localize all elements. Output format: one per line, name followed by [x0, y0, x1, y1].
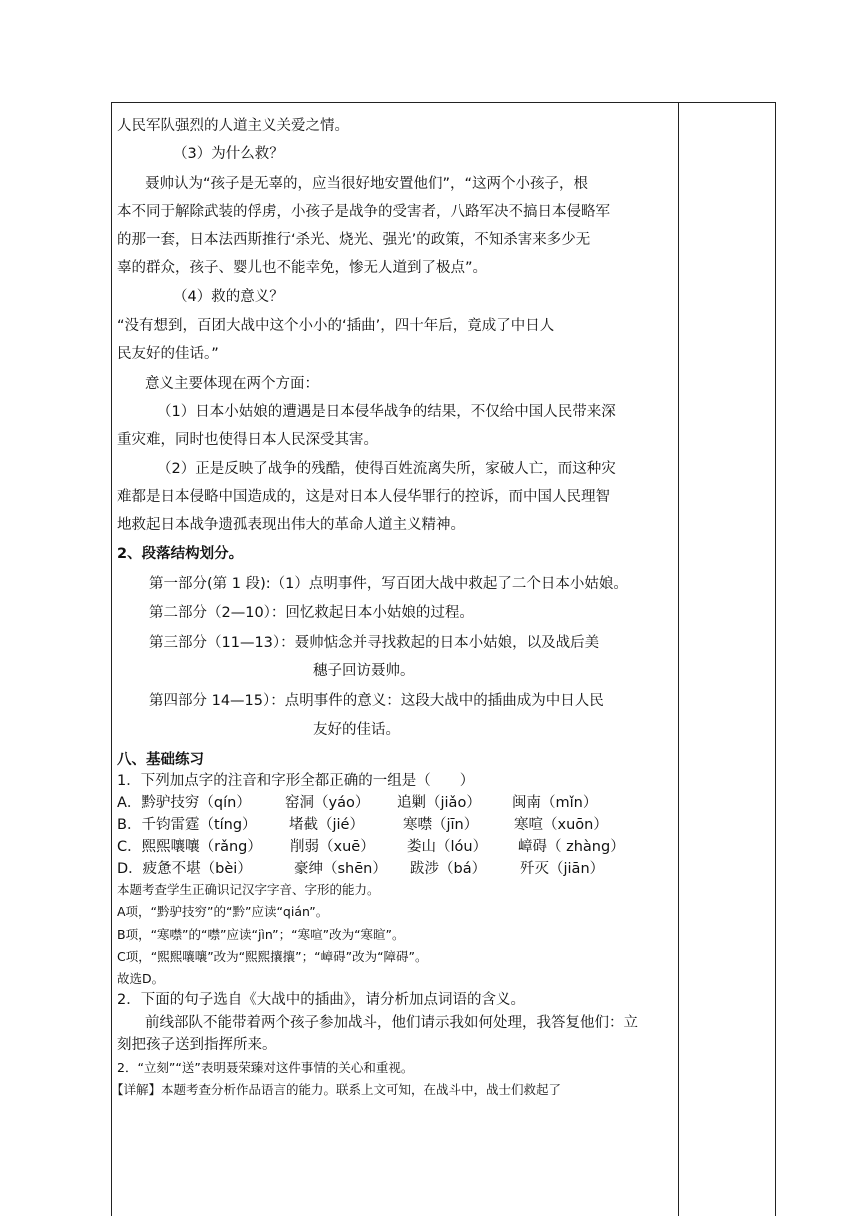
- table-right-border: [775, 102, 776, 1216]
- answer-explanation: 本题考查学生正确识记汉字字音、字形的能力。: [117, 882, 380, 897]
- option-a-item: A．黔驴技穷（qín）: [117, 795, 251, 811]
- quote-line: “没有想到，百团大战中这个小小的‘插曲’，四十年后，竟成了中日人: [117, 318, 555, 334]
- text-line: 人民军队强烈的人道主义关爱之情。: [117, 118, 349, 134]
- text-line: 本不同于解除武装的俘虏，小孩子是战争的受害者，八路军决不搞日本侵略军: [117, 204, 610, 220]
- option-d-item: D．疲惫不堪（bèi）: [117, 861, 252, 877]
- structure-part-3: 第三部分（11—13）：聂帅惦念并寻找救起的日本小姑娘，以及战后美: [149, 635, 600, 651]
- subheading-meaning: （4）救的意义？: [173, 289, 284, 305]
- answer-2-detail: 【详解】本题考查分析作品语言的能力。联系上文可知，在战斗中，战士们救起了: [111, 1082, 562, 1097]
- answer-choice: 故选D。: [117, 971, 165, 986]
- option-d-item: 豪绅（shēn）: [294, 861, 387, 877]
- answer-explanation: A项，“黔驴技穷”的“黔”应读“qián”。: [117, 904, 329, 919]
- option-c-item: C．熙熙嚷嚷（rǎng）: [117, 839, 262, 855]
- structure-part-4: 第四部分 14—15）：点明事件的意义：这段大战中的插曲成为中日人民: [149, 693, 604, 709]
- structure-part-4-cont: 友好的佳话。: [313, 722, 400, 738]
- section-heading-structure: 2、段落结构划分。: [117, 546, 244, 562]
- table-column-divider: [678, 102, 679, 1216]
- question-2-passage: 前线部队不能带着两个孩子参加战斗，他们请示我如何处理，我答复他们：立: [145, 1015, 638, 1031]
- option-a-item: 窑洞（yáo）: [285, 795, 370, 811]
- text-line: 意义主要体现在两个方面：: [145, 376, 319, 392]
- structure-part-3-cont: 穗子回访聂帅。: [313, 663, 415, 679]
- text-line: 重灾难，同时也使得日本人民深受其害。: [117, 432, 378, 448]
- option-c-item: 娄山（lóu）: [407, 839, 488, 855]
- option-b-item: B．千钧雷霆（tíng）: [117, 817, 257, 833]
- answer-2: 2．“立刻”“送”表明聂荣臻对这件事情的关心和重视。: [117, 1060, 414, 1075]
- structure-part-2: 第二部分（2—10）：回忆救起日本小姑娘的过程。: [149, 605, 474, 621]
- option-b-item: 寒喧（xuōn）: [514, 817, 608, 833]
- option-c-item: 削弱（xuē）: [290, 839, 375, 855]
- text-line: （2）正是反映了战争的残酷，使得百姓流离失所，家破人亡，而这种灾: [157, 461, 616, 477]
- text-line: （1）日本小姑娘的遭遇是日本侵华战争的结果，不仅给中国人民带来深: [157, 404, 616, 420]
- table-top-border: [111, 102, 776, 103]
- section-heading-practice: 八、基础练习: [117, 752, 204, 768]
- option-d-item: 跋涉（bá）: [410, 861, 487, 877]
- subheading-why-save: （3）为什么救？: [173, 146, 284, 162]
- text-line: 辜的群众，孩子、婴儿也不能幸免，惨无人道到了极点”。: [117, 260, 488, 276]
- option-c-item: 嶂碍（ zhàng）: [518, 839, 625, 855]
- option-d-item: 歼灭（jiān）: [520, 861, 605, 877]
- option-a-item: 追剿（jiǎo）: [397, 795, 481, 811]
- text-line: 聂帅认为“孩子是无辜的，应当很好地安置他们”，“这两个小孩子，根: [145, 176, 589, 192]
- quote-line: 民友好的佳话。”: [117, 346, 219, 362]
- question-2: 2．下面的句子选自《大战中的插曲》，请分析加点词语的含义。: [117, 992, 525, 1008]
- answer-explanation: C项，“熙熙嚷嚷”改为“熙熙攘攘”；“嶂碍”改为“障碍”。: [117, 949, 428, 964]
- answer-explanation: B项，“寒噤”的“噤”应读“jìn”；“寒喧”改为“寒暄”。: [117, 927, 405, 942]
- text-line: 地救起日本战争遗孤表现出伟大的革命人道主义精神。: [117, 517, 465, 533]
- table-left-border: [111, 102, 112, 1216]
- question-2-passage: 刻把孩子送到指挥所来。: [117, 1037, 277, 1053]
- option-b-item: 堵截（jié）: [289, 817, 364, 833]
- option-b-item: 寒噤（jīn）: [403, 817, 479, 833]
- text-line: 的那一套，日本法西斯推行‘杀光、烧光、强光’的政策，不知杀害来多少无: [117, 232, 591, 248]
- text-line: 难都是日本侵略中国造成的，这是对日本人侵华罪行的控诉，而中国人民理智: [117, 489, 610, 505]
- structure-part-1: 第一部分(第 1 段):（1）点明事件，写百团大战中救起了二个日本小姑娘。: [149, 576, 628, 592]
- question-1: 1．下列加点字的注音和字形全都正确的一组是（ ）: [117, 773, 475, 789]
- option-a-item: 闽南（mǐn）: [512, 795, 598, 811]
